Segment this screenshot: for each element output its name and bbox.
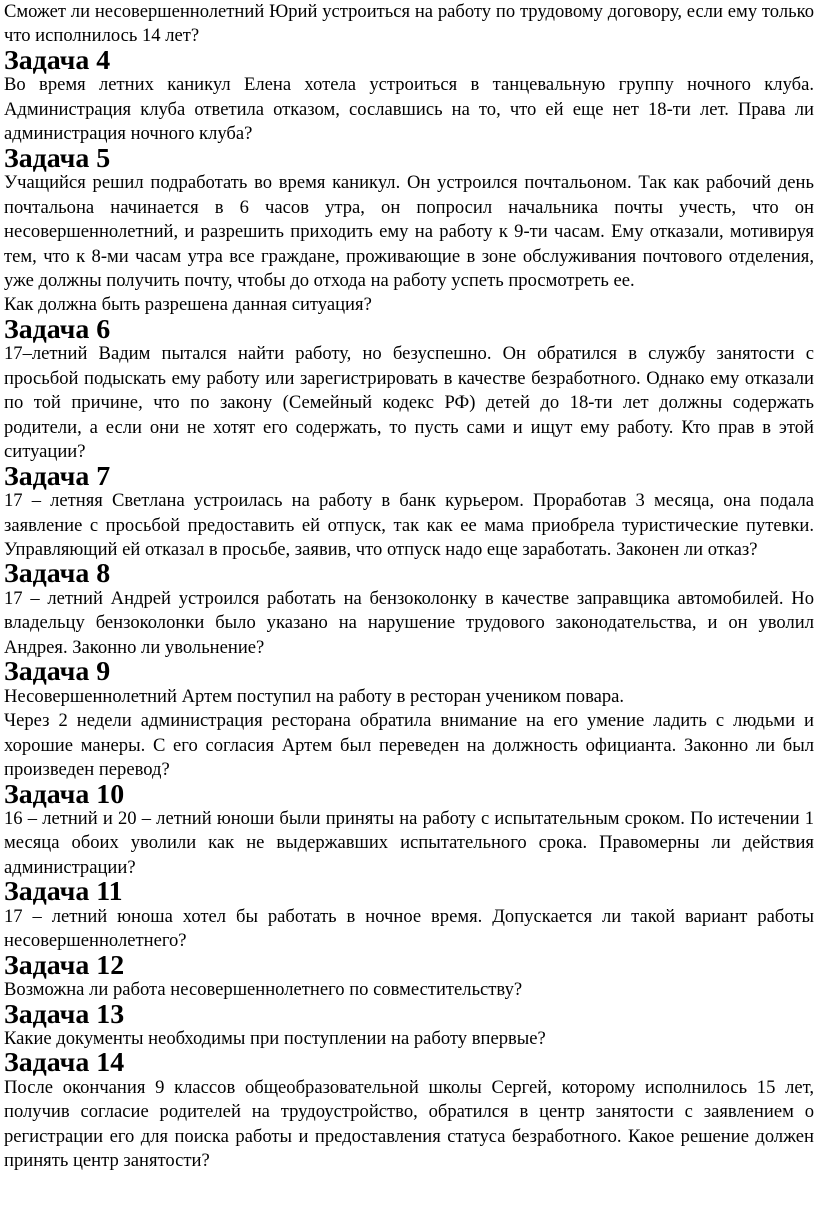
task-14-text: После окончания 9 классов общеобразовательной школы Сергей, которому исполнилось 15 лет, получив согласие родителей на трудоустройство, обратился в центр занятости с заявлением о регистрации его для поиска работы и предоставления статуса безработного. Какое решение должен принять центр занятости?	[4, 1076, 814, 1172]
task-13-title: Задача 13	[4, 998, 125, 1030]
task-14-title: Задача 14	[4, 1047, 125, 1079]
task-10-title: Задача 10	[4, 778, 125, 810]
task-4-title: Задача 4	[4, 44, 111, 76]
task-7-title: Задача 7	[4, 460, 111, 492]
task-9-text-continued: Через 2 недели администрация ресторана обратила внимание на его умение ладить с людьми и хорошие манеры. С его согласия Артем был переведен на должность официанта. Законно ли был произведен перевод?	[4, 710, 814, 781]
task-11-title: Задача 11	[4, 876, 123, 908]
task-12-text: Возможна ли работа несовершеннолетнего по совместительству?	[4, 979, 523, 1001]
task-13-text: Какие документы необходимы при поступлении на работу впервые?	[4, 1028, 546, 1050]
task-4-text: Во время летних каникул Елена хотела устроиться в танцевальную группу ночного клуба. Администрация клуба ответила отказом, сославшись на то, что ей еще нет 18-ти лет. Права ли администрация ночного клуба?	[4, 74, 814, 145]
task-6-text: 17–летний Вадим пытался найти работу, но безуспешно. Он обратился в службу занятости с просьбой подыскать ему работу или зарегистрировать в качестве безработного. Однако ему отказали по той причине, что по закону (Семейный кодекс РФ) детей до 18-ти лет должны содержать родители, а если они не хотят его содержать, то пусть сами и ищут ему работу. Кто прав в этой ситуации?	[4, 343, 814, 463]
task-8-title: Задача 8	[4, 558, 111, 590]
task-5-question: Как должна быть разрешена данная ситуация?	[4, 294, 372, 316]
intro-question: Сможет ли несовершеннолетний Юрий устроиться на работу по трудовому договору, если ему только что исполнилось 14 лет?	[4, 1, 814, 47]
task-10-text: 16 – летний и 20 – летний юноши были приняты на работу с испытательным сроком. По истечении 1 месяца обоих уволили как не выдержавших испытательного срока. Правомерны ли действия администрации?	[4, 807, 814, 878]
task-9-text: Несовершеннолетний Артем поступил на работу в ресторан учеником повара.	[4, 685, 625, 707]
task-8-text: 17 – летний Андрей устроился работать на бензоколонку в качестве заправщика автомобилей. Но владельцу бензоколонки было указано на нарушение трудового законодательства, и он уволил Андрея. Законно ли увольнение?	[4, 587, 814, 658]
task-5-text: Учащийся решил подработать во время каникул. Он устроился почтальоном. Так как рабочий день почтальона начинается в 6 часов утра, он попросил начальника почты учесть, что он несовершеннолетний, и разрешить приходить ему на работу к 9-ти часам. Ему отказали, мотивируя тем, что к 8-ми часам утра все граждане, проживающие в зоне обслуживания почтового отделения, уже должны получить почту, чтобы до отхода на работу успеть просмотреть ее.	[4, 172, 814, 291]
task-9-title: Задача 9	[4, 656, 111, 688]
task-5-title: Задача 5	[4, 142, 111, 174]
task-7-text: 17 – летняя Светлана устроилась на работу в банк курьером. Проработав 3 месяца, она подала заявление с просьбой предоставить ей отпуск, так как ее мама приобрела туристические путевки. Управляющий ей отказал в просьбе, заявив, что отпуск надо еще заработать. Законен ли отказ?	[4, 490, 814, 560]
task-6-title: Задача 6	[4, 313, 111, 345]
task-12-title: Задача 12	[4, 949, 125, 981]
task-11-text: 17 – летний юноша хотел бы работать в ночное время. Допускается ли такой вариант работы несовершеннолетнего?	[4, 905, 814, 952]
